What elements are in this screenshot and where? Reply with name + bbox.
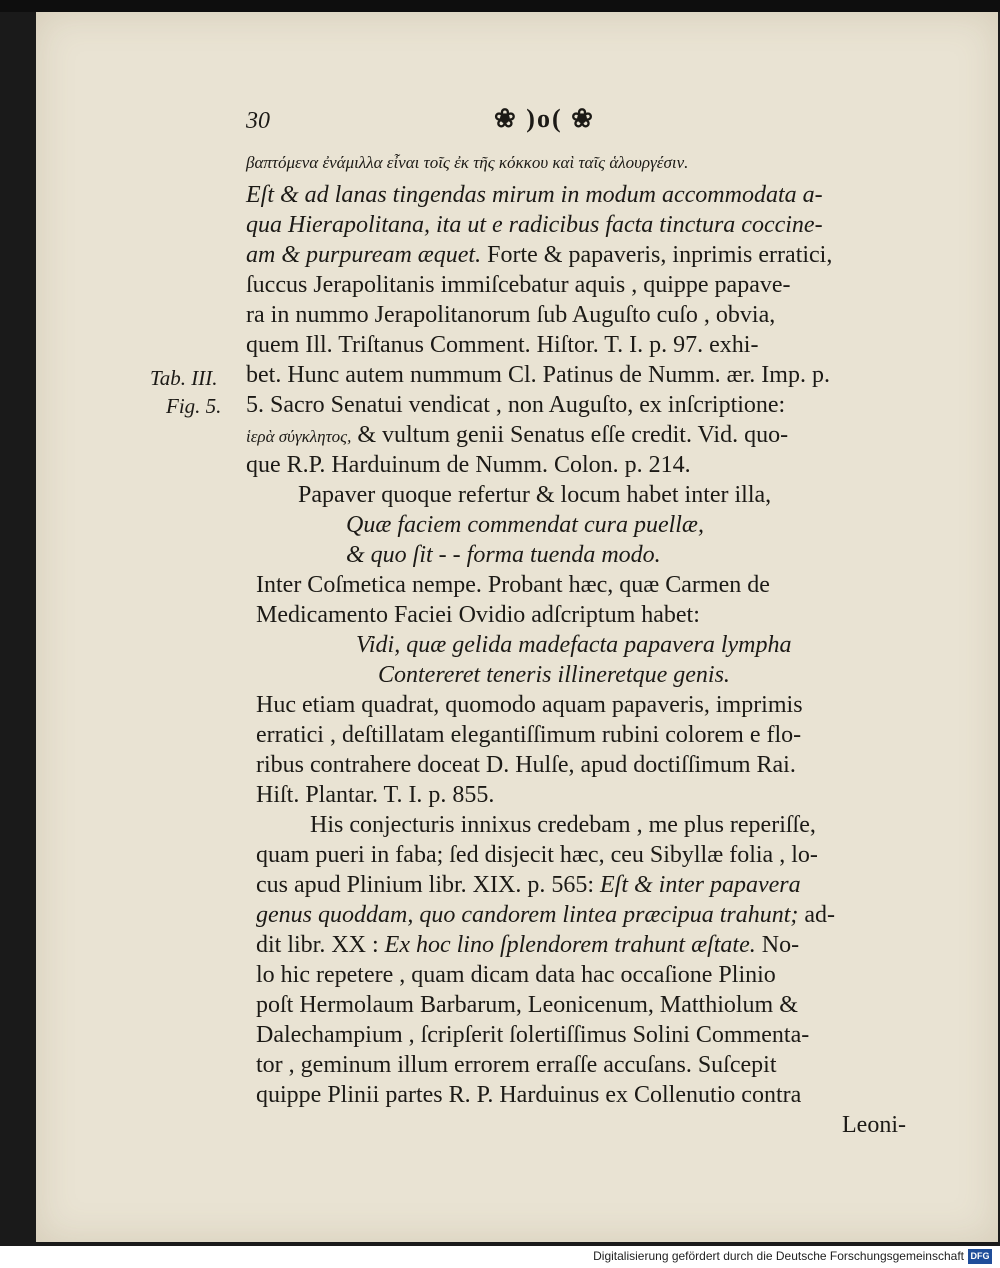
text-line: bet. Hunc autem nummum Cl. Patinus de Numm. ær. Imp. p. <box>246 362 830 388</box>
text-line <box>256 900 835 930</box>
text-line: erratici , deſtillatam elegantiſſimum rubini colorem e flo- <box>256 722 802 748</box>
text-line: poſt Hermolaum Barbarum, Leonicenum, Matthiolum & <box>256 992 798 1018</box>
footer-bar <box>0 1246 1000 1268</box>
text-span: ad- <box>798 902 836 928</box>
text-span-italic: Ex hoc lino ſplendorem trahunt æſtate. <box>378 932 756 958</box>
text-line-greek-quote: βαπτόμενα ἐνάμιλλα εἶναι τοῖς ἐκ τῆς κόκκου καὶ ταῖς ἁλουργέσιν. <box>246 153 689 172</box>
text-line: quam pueri in faba; ſed disjecit hæc, ceu Sibyllæ folia , lo- <box>256 842 818 868</box>
dfg-logo-icon: DFG <box>968 1249 992 1264</box>
header-ornament: ❀ )o( ❀ <box>494 104 595 133</box>
text-line: quem Ill. Triſtanus Comment. Hiſtor. T. I. p. 97. exhi- <box>246 332 759 358</box>
text-span: Forte & papaveris, inprimis erratici, <box>481 242 833 268</box>
text-line: qua Hierapolitana, ita ut e radicibus facta tinctura coccine- <box>246 212 823 238</box>
text-line-indented: His conjecturis innixus credebam , me plus reperiſſe, <box>310 812 816 838</box>
text-span: cus apud Plinium libr. XIX. p. 565: <box>256 872 594 898</box>
verse-line: Vidi, quæ gelida madefacta papavera lympha <box>356 632 792 658</box>
verse-line: Quæ faciem commendat cura puellæ, <box>346 512 704 538</box>
text-line: ra in nummo Jerapolitanorum ſub Auguſto cuſo , obvia, <box>246 302 776 328</box>
verse-line: & quo ſit - - forma tuenda modo. <box>346 542 661 568</box>
scan-top-edge <box>0 0 1000 12</box>
text-line: que R.P. Harduinum de Numm. Colon. p. 214. <box>246 452 691 478</box>
text-line: Dalechampium , ſcripſerit ſolertiſſimus Solini Commenta- <box>256 1022 810 1048</box>
margin-note-table: Tab. III. <box>150 366 218 390</box>
page-number: 30 <box>246 108 270 134</box>
text-line: tor , geminum illum errorem erraſſe accuſans. Suſcepit <box>256 1052 777 1078</box>
verse-line: Contereret teneris illineretque genis. <box>378 662 730 688</box>
text-line: Eſt & ad lanas tingendas mirum in modum accommodata a- <box>246 182 823 208</box>
text-line: Huc etiam quadrat, quomodo aquam papaveris, imprimis <box>256 692 803 718</box>
text-line <box>246 420 788 452</box>
text-line: Hiſt. Plantar. T. I. p. 855. <box>256 782 495 808</box>
text-line <box>246 240 832 270</box>
text-span: & vultum genii Senatus eſſe credit. Vid. quo- <box>351 422 789 448</box>
funding-credit: Digitalisierung gefördert durch die Deutsche Forschungsgemeinschaft <box>593 1249 964 1263</box>
text-span: No- <box>755 932 800 958</box>
greek-inscription: ἱερὰ σύγκλητος, <box>246 427 352 446</box>
text-line <box>256 870 801 900</box>
text-line: quippe Plinii partes R. P. Harduinus ex Collenutio contra <box>256 1082 802 1108</box>
text-span-italic: am & purpuream æquet. <box>246 242 482 268</box>
text-line: Medicamento Faciei Ovidio adſcriptum habet: <box>256 602 700 628</box>
text-span: dit libr. XX : <box>256 932 379 958</box>
text-line-indented: Papaver quoque refertur & locum habet inter illa, <box>298 482 772 508</box>
text-span-italic: genus quoddam, quo candorem lintea præcipua trahunt; <box>256 902 799 928</box>
text-line: ſuccus Jerapolitanis immiſcebatur aquis , quippe papave- <box>246 272 791 298</box>
margin-note-figure: Fig. 5. <box>166 394 222 418</box>
text-line <box>256 930 799 960</box>
text-line: Inter Coſmetica nempe. Probant hæc, quæ Carmen de <box>256 572 770 598</box>
text-line: lo hic repetere , quam dicam data hac occaſione Plinio <box>256 962 776 988</box>
catchword: Leoni- <box>842 1112 906 1138</box>
text-line: ribus contrahere doceat D. Hulſe, apud doctiſſimum Rai. <box>256 752 796 778</box>
text-line: 5. Sacro Senatui vendicat , non Auguſto, ex inſcriptione: <box>246 392 786 418</box>
text-span-italic: Eſt & inter papavera <box>594 872 801 898</box>
